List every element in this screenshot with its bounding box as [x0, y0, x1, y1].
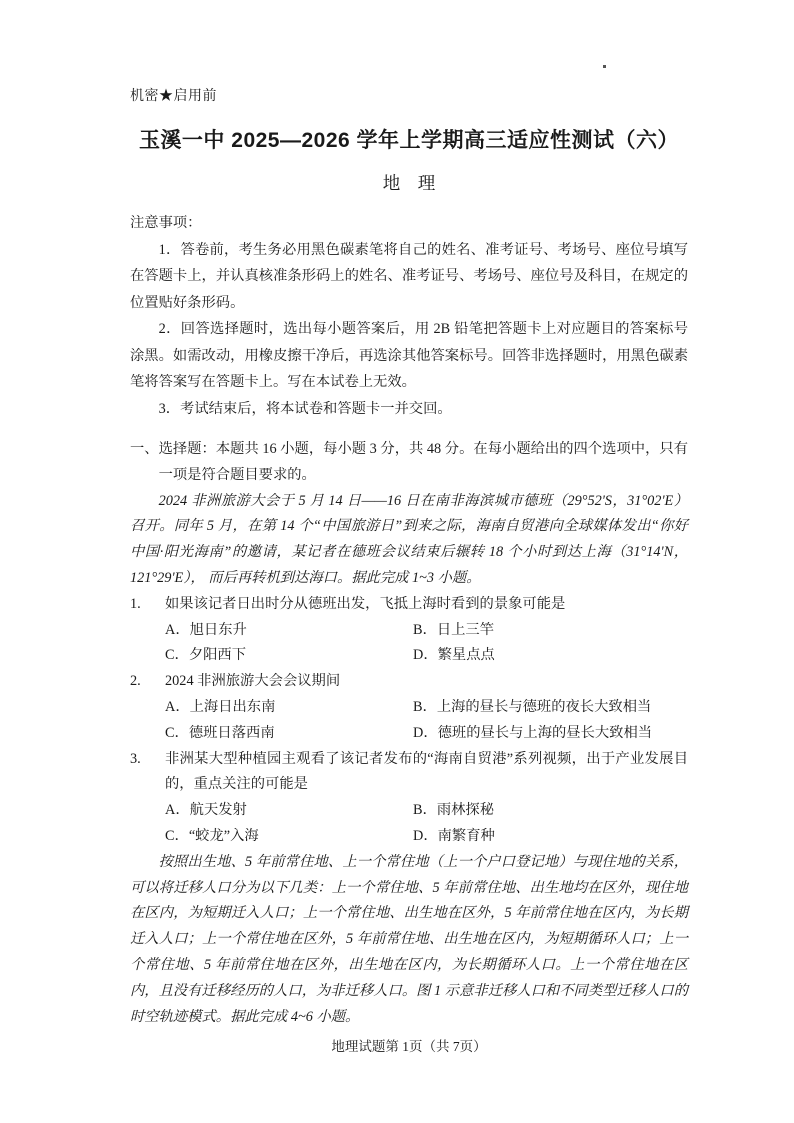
question-3-number: 3. — [130, 750, 141, 767]
exam-title: 玉溪一中 2025—2026 学年上学期高三适应性测试（六） — [138, 129, 680, 152]
question-1-options — [165, 618, 688, 670]
question-3-options — [165, 798, 688, 850]
classification-label: 机密★启用前 — [130, 89, 217, 104]
notice-item-3: 3．考试结束后，将本试卷和答题卡一并交回。 — [158, 400, 452, 417]
notice-heading: 注意事项： — [130, 215, 202, 231]
option-b: B．日上三竿 — [413, 621, 495, 638]
subject-title: 地 理 — [382, 173, 436, 193]
question-2 — [130, 669, 688, 746]
option-a: A．旭日东升 — [165, 621, 247, 638]
option-c: C．“蛟龙”入海 — [165, 827, 259, 844]
question-3 — [130, 747, 688, 850]
option-d: D．繁星点点 — [413, 647, 495, 664]
option-b: B．上海的昼长与德班的夜长大致相当 — [413, 698, 652, 715]
question-2-stem: 2024 非洲旅游大会会议期间 — [165, 673, 341, 690]
stray-dot-mark — [603, 65, 606, 68]
question-3-stem: 非洲某大型种植园主观看了该记者发布的“海南自贸港”系列视频，出于产业发展目的，重点关注的可能是 — [165, 750, 688, 793]
passage-2: 按照出生地、5 年前常住地、上一个常住地（上一个户口登记地）与现住地的关系，可以将迁移人口分为以下几类：上一个常住地、5 年前常住地、出生地均在区外，现住地在区内，为短期迁入人口；上一个常住地、出生地在区外，5 年前常住地在区内，为长期迁入人口；上一个常住地在区外，5 年前常住地、出生地在区内，为短期循环人口；上一个常住地、5 年前常住地在区外，出生地在区内，为长期循环人口。上一个常住地在区内，且没有迁移经历的人口，为非迁移人口。图 1 示意非迁移人口和不同类型迁移人口的时空轨迹模式。据此完成 4~6 小题。 — [130, 853, 688, 1025]
option-a: A．航天发射 — [165, 802, 247, 819]
notice-item-1: 1．答卷前，考生务必用黑色碳素笔将自己的姓名、准考证号、考场号、座位号填写在答题卡上，并认真核准条形码上的姓名、准考证号、考场号、座位号及科目，在规定的位置贴好条形码。 — [130, 241, 688, 311]
notice-item-2: 2．回答选择题时，选出每小题答案后，用 2B 铅笔把答题卡上对应题目的答案标号涂黑。如需改动，用橡皮擦干净后，再选涂其他答案标号。回答非选择题时，用黑色碳素笔将答案写在答题卡上。写在本试卷上无效。 — [130, 321, 688, 390]
question-1-stem: 如果该记者日出时分从德班出发，飞抵上海时看到的景象可能是 — [165, 595, 566, 612]
section-heading: 一、选择题：本题共 16 小题，每小题 3 分，共 48 分。在每小题给出的四个选项中，只有一项是符合题目要求的。 — [130, 441, 688, 483]
option-c: C．德班日落西南 — [165, 724, 275, 741]
option-d: D．德班的昼长与上海的昼长大致相当 — [413, 724, 653, 741]
passage-1: 2024 非洲旅游大会于 5 月 14 日——16 日在南非海滨城市德班（29°52'S，31°02'E） 召开。同年 5 月，在第 14 个“中国旅游日”到来之际，海南自贸港向全球媒体发出“你好中国·阳光海南”的邀请，某记者在德班会议结束后辗转 18 个小时到达上海（31°14'N，121°29'E）， 而后再转机到达海口。据此完成 1~3 小题。 — [130, 492, 688, 586]
question-2-options — [165, 695, 688, 747]
notice-section — [130, 210, 688, 422]
question-1-number: 1. — [130, 595, 141, 612]
option-b: B．雨林探秘 — [413, 802, 495, 819]
option-d: D．南繁育种 — [413, 827, 495, 844]
option-a: A．上海日出东南 — [165, 698, 276, 715]
question-1 — [130, 592, 688, 669]
page-footer: 地理试题第 1页（共 7页） — [331, 1039, 487, 1054]
question-2-number: 2. — [130, 673, 141, 690]
option-c: C．夕阳西下 — [165, 647, 247, 664]
